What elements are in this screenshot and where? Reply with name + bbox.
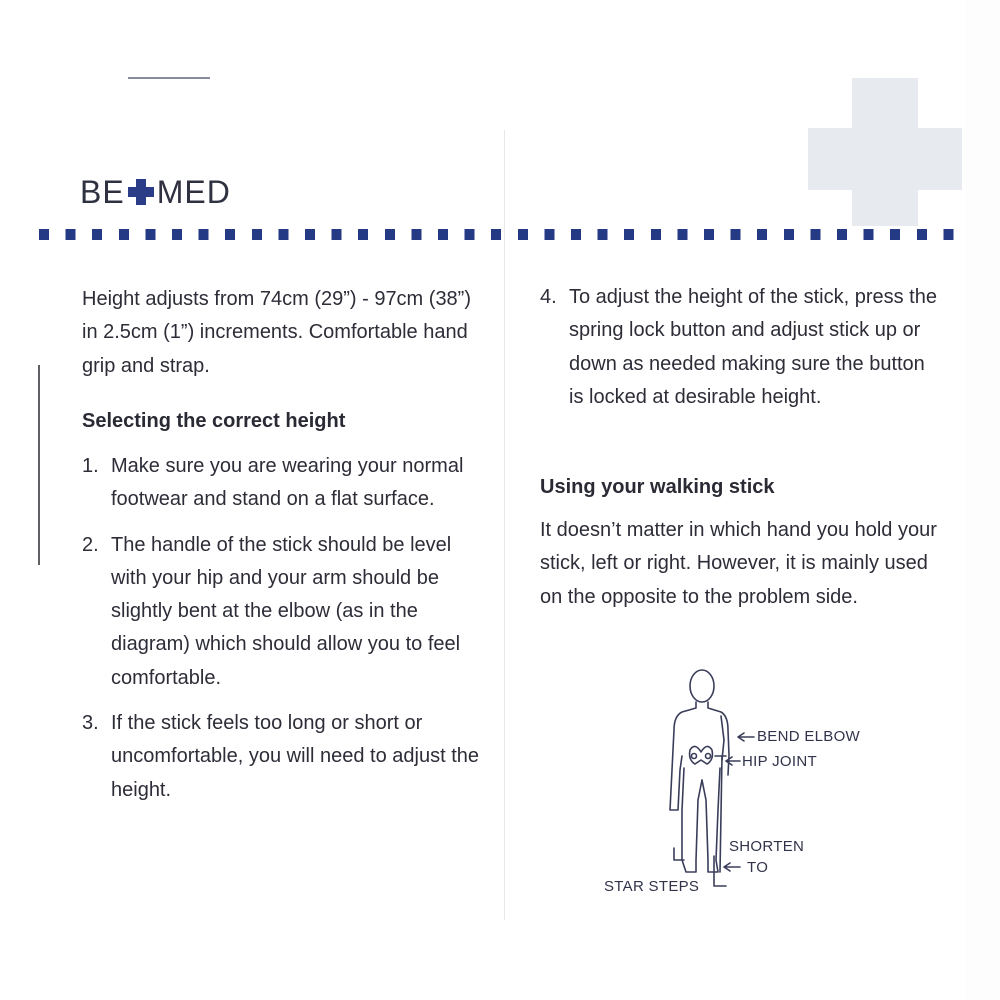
- label-star-steps: STAR STEPS: [604, 878, 700, 895]
- dotted-divider: [39, 229, 959, 240]
- step-number: 2.: [82, 533, 99, 556]
- step-number: 3.: [82, 712, 99, 735]
- list-item: [82, 707, 482, 807]
- person-with-stick-illustration: [600, 660, 890, 910]
- section-heading-using: Using your walking stick: [540, 476, 775, 498]
- label-bend-elbow: BEND ELBOW: [757, 728, 861, 745]
- step-number: 4.: [540, 286, 557, 308]
- background-cross-icon: [808, 78, 962, 226]
- step-text: The handle of the stick should be level with your hip and your arm should be slightly bent at the elbow (as in the diagram) which should allow you to feel comfortable.: [111, 533, 461, 689]
- steps-list-continued: [540, 281, 940, 414]
- label-shorten: SHORTEN: [729, 838, 805, 855]
- step-text: Make sure you are wearing your normal footwear and stand on a flat surface.: [111, 455, 464, 511]
- walking-stick-diagram: [600, 660, 890, 910]
- brand-logo-part2: MED: [156, 173, 231, 210]
- section-heading-height: Selecting the correct height: [82, 410, 346, 432]
- step-text: To adjust the height of the stick, press the spring lock button and adjust stick up or down as needed making sure the button is locked at desirable height.: [569, 286, 937, 408]
- brand-logo: [80, 172, 231, 212]
- list-item: [82, 529, 482, 695]
- page-edge-line: [38, 365, 40, 565]
- medical-cross-icon: [128, 179, 154, 205]
- step-number: 1.: [82, 455, 99, 477]
- label-to: TO: [747, 859, 769, 876]
- step-text: If the stick feels too long or short or uncomfortable, you will need to adjust the height.: [111, 712, 479, 801]
- using-text: It doesn’t matter in which hand you hold your stick, left or right. However, it is mainly used on the opposite to the problem side.: [540, 519, 937, 608]
- page-fold: [504, 130, 505, 920]
- list-item: [82, 450, 482, 517]
- label-hip-joint: HIP JOINT: [742, 753, 817, 770]
- top-rule: [128, 77, 210, 79]
- brand-logo-part1: BE: [80, 173, 125, 210]
- intro-text: Height adjusts from 74cm (29”) - 97cm (38”) in 2.5cm (1”) increments. Comfortable hand grip and strap.: [82, 288, 472, 377]
- steps-list: [82, 450, 482, 819]
- list-item: [540, 281, 940, 414]
- page-margin: [965, 0, 1000, 1000]
